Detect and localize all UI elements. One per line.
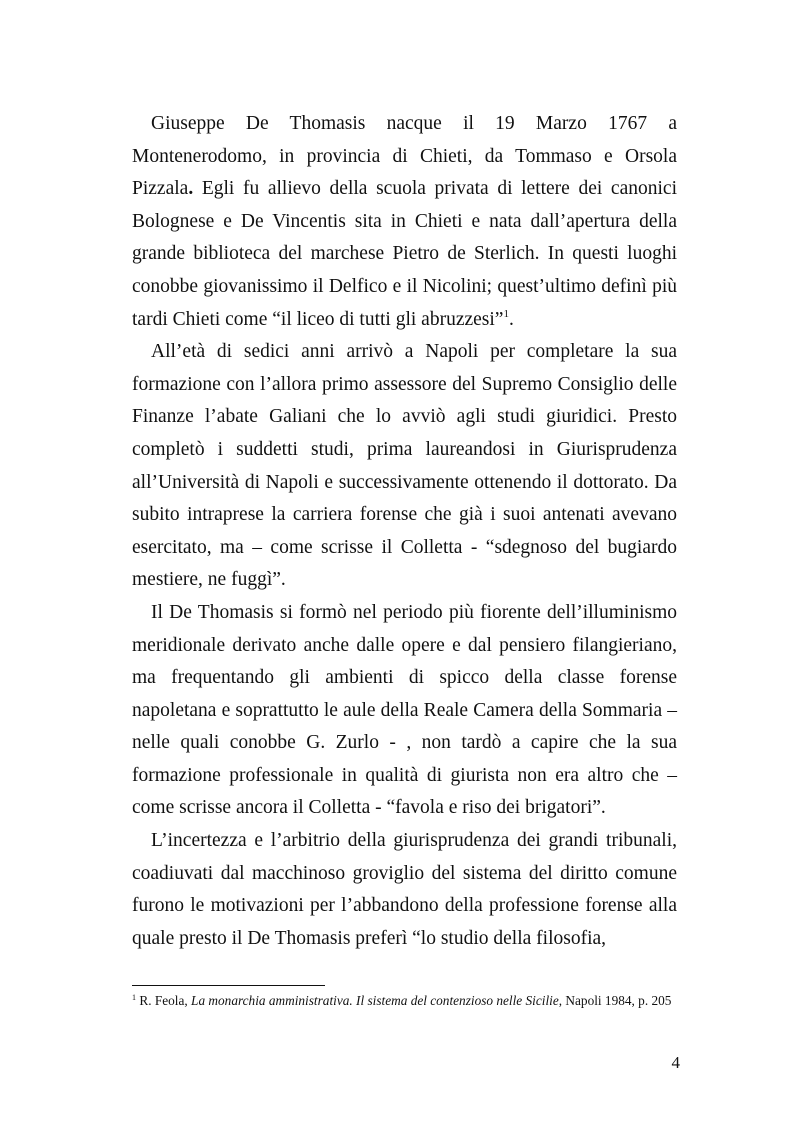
paragraph-3: Il De Thomasis si formò nel periodo più fiorente dell’illuminismo meridionale derivato anche dalle opere e dal pensiero filangieriano, ma frequentando gli ambienti di spicco della classe forense napoletana e soprattutto le aule della Reale Camera della Sommaria – nelle quali conobbe G. Zurlo - , non tardò a capire che la sua formazione professionale in qualità di giurista non era altro che – come scrisse ancora il Colletta - “favola e riso dei brigatori”. xyxy=(132,601,677,819)
page-number: 4 xyxy=(671,1053,680,1072)
footnote-title: La monarchia amministrativa. Il sistema del contenzioso nelle Sicilie xyxy=(191,993,559,1008)
footnote-marker: 1 xyxy=(132,993,136,1002)
footnote-details: , Napoli 1984, p. 205 xyxy=(558,993,672,1008)
paragraph-1-end: . xyxy=(508,308,514,330)
footnote-author: R. Feola, xyxy=(136,993,192,1008)
paragraph-2: All’età di sedici anni arrivò a Napoli per completare la sua formazione con l’allora primo assessore del Supremo Consiglio delle Finanze l’abate Galiani che lo avviò agli studi giuridici. Presto completò i suddetti studi, prima laureandosi in Giurisprudenza all’Università di Napoli e successivamente ottenendo il dottorato. Da subito intraprese la carriera forense che già i suoi antenati avevano esercitato, ma – come scrisse il Colletta - “sdegnoso del bugiardo mestiere, ne fuggì”. xyxy=(132,341,677,591)
paragraph-4: L’incertezza e l’arbitrio della giurisprudenza dei grandi tribunali, coadiuvati dal macchinoso groviglio del sistema del diritto comune furono le motivazioni per l’abbandono della professione forense alla quale presto il De Thomasis preferì “lo studio della filosofia, xyxy=(132,830,677,949)
paragraph-1-bold-period: . xyxy=(188,178,194,200)
footnote xyxy=(132,992,692,1010)
body-text xyxy=(132,108,677,955)
footnote-separator xyxy=(132,985,325,986)
paragraph-1-continuation: Egli fu allievo della scuola privata di lettere dei canonici Bolognese e De Vincentis sita in Chieti e nata dall’apertura della grande biblioteca del marchese Pietro de Sterlich. In questi luoghi conobbe giovanissimo il Delfico e il Nicolini; quest’ultimo definì più tardi Chieti come “il liceo di tutti gli abruzzesi” xyxy=(132,178,677,330)
footnote-reference[interactable]: 1 xyxy=(503,307,509,320)
paragraph-1-text: Giuseppe De Thomasis nacque il 19 Marzo 1767 a Montenerodomo, in provincia di Chieti, da Tommaso e Orsola Pizzala xyxy=(132,113,677,200)
paragraph-1 xyxy=(132,108,677,336)
